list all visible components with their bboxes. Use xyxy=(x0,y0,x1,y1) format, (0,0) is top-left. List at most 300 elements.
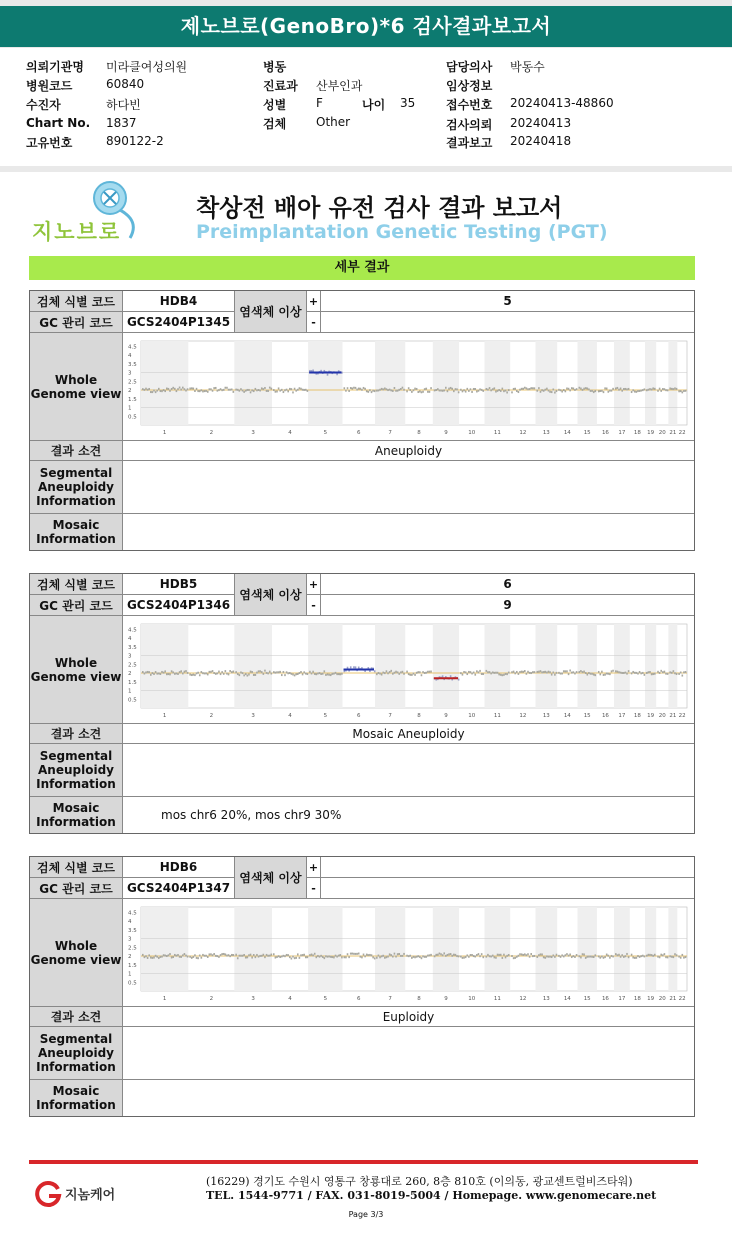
y-tick-label: 3.5 xyxy=(128,927,137,934)
copy-number-point xyxy=(253,954,255,956)
copy-number-point xyxy=(148,954,150,956)
copy-number-point xyxy=(196,388,198,390)
chromosome-tick-label: 9 xyxy=(444,713,448,719)
copy-number-point xyxy=(578,671,580,673)
copy-number-point xyxy=(179,387,181,389)
copy-number-point xyxy=(462,390,464,392)
chromosome-tick-label: 17 xyxy=(618,996,626,1002)
copy-number-point xyxy=(664,388,666,390)
copy-number-point xyxy=(573,388,575,390)
info-label: 검체 xyxy=(263,117,287,131)
copy-number-point xyxy=(166,388,168,390)
chromosome-tick-label: 2 xyxy=(209,996,214,1002)
copy-number-point xyxy=(648,954,650,956)
chromosome-band xyxy=(234,341,272,425)
copy-number-point xyxy=(594,390,596,392)
copy-number-point xyxy=(652,387,654,389)
copy-number-point xyxy=(640,672,642,674)
copy-number-point xyxy=(682,675,684,677)
copy-number-point xyxy=(155,391,157,393)
copy-number-point xyxy=(617,954,619,956)
copy-number-point xyxy=(366,390,368,392)
copy-number-point xyxy=(640,955,642,957)
copy-number-point xyxy=(569,954,571,956)
copy-number-point xyxy=(442,954,444,956)
copy-number-point xyxy=(628,956,630,958)
copy-number-point xyxy=(598,390,600,392)
copy-number-point xyxy=(664,671,666,673)
copy-number-point xyxy=(551,391,553,393)
copy-number-point xyxy=(223,673,225,675)
copy-number-point xyxy=(585,387,587,389)
chromosome-band xyxy=(308,907,342,991)
y-tick-label: 3 xyxy=(128,936,132,943)
info-label: 접수번호 xyxy=(446,98,493,112)
chromosome-tick-label: 8 xyxy=(417,713,421,719)
copy-number-point xyxy=(657,671,659,673)
copy-number-point xyxy=(253,674,255,676)
copy-number-point xyxy=(209,953,211,955)
copy-number-point xyxy=(541,389,543,391)
copy-number-point xyxy=(267,955,269,957)
copy-number-point xyxy=(406,671,408,673)
copy-number-point xyxy=(576,388,578,390)
copy-number-point xyxy=(341,956,343,958)
result-label: 결과 소견 xyxy=(30,724,123,743)
copy-number-point xyxy=(654,954,656,956)
copy-number-point xyxy=(552,388,554,390)
copy-number-point xyxy=(185,955,187,957)
copy-number-point xyxy=(281,955,283,957)
copy-number-point xyxy=(556,954,558,956)
copy-number-point xyxy=(179,956,181,958)
copy-number-point xyxy=(478,671,480,673)
chromosome-band xyxy=(141,624,188,708)
copy-number-point xyxy=(212,954,214,956)
copy-number-point xyxy=(255,388,257,390)
copy-number-point xyxy=(430,954,432,956)
copy-number-point xyxy=(506,955,508,957)
copy-number-point xyxy=(344,387,346,389)
copy-number-point xyxy=(561,672,563,674)
copy-number-point xyxy=(489,955,491,957)
copy-number-point xyxy=(522,388,524,390)
copy-number-point xyxy=(519,953,521,955)
copy-number-point xyxy=(419,956,421,958)
y-tick-label: 3.5 xyxy=(128,361,137,368)
chromosome-band xyxy=(375,907,405,991)
chromosome-tick-label: 1 xyxy=(162,996,167,1002)
copy-number-point xyxy=(603,391,605,393)
copy-number-point xyxy=(147,671,149,673)
copy-number-point xyxy=(506,673,508,675)
copy-number-point xyxy=(269,955,271,957)
copy-number-point xyxy=(440,389,442,391)
genobro-logo xyxy=(30,176,150,242)
copy-number-point xyxy=(473,388,475,390)
copy-number-point xyxy=(667,673,669,675)
copy-number-point xyxy=(258,670,260,672)
copy-number-point xyxy=(352,388,354,390)
copy-number-point xyxy=(406,955,408,957)
copy-number-point xyxy=(604,674,606,676)
report-heading-kr: 착상전 배아 유전 검사 결과 보고서 xyxy=(196,194,563,222)
copy-number-point xyxy=(395,671,397,673)
copy-number-point xyxy=(521,671,523,673)
sample-code-label: 검체 식별 코드 xyxy=(30,291,122,312)
copy-number-point xyxy=(284,389,286,391)
copy-number-point xyxy=(639,390,641,392)
copy-number-point xyxy=(210,953,212,955)
copy-number-point xyxy=(590,673,592,675)
copy-number-point xyxy=(179,671,181,673)
copy-number-point xyxy=(494,387,496,389)
copy-number-point xyxy=(599,673,601,675)
copy-number-point xyxy=(191,957,193,959)
gc-code-value: GCS2404P1347 xyxy=(126,881,231,895)
copy-number-point xyxy=(481,389,483,391)
copy-number-point xyxy=(442,390,444,392)
copy-number-point xyxy=(585,957,587,959)
copy-number-point xyxy=(312,954,314,956)
copy-number-point xyxy=(540,391,542,393)
copy-number-point xyxy=(623,956,625,958)
copy-number-point xyxy=(172,387,174,389)
copy-number-point xyxy=(521,953,523,955)
copy-number-point xyxy=(642,389,644,391)
copy-number-point xyxy=(303,954,305,956)
chromosome-band xyxy=(577,907,596,991)
copy-number-point xyxy=(155,955,157,957)
copy-number-point xyxy=(606,954,608,956)
result-label: 결과 소견 xyxy=(30,441,123,460)
copy-number-point xyxy=(649,388,651,390)
copy-number-point xyxy=(153,389,155,391)
copy-number-point xyxy=(305,956,307,958)
copy-number-point xyxy=(361,389,363,391)
info-label: 병원코드 xyxy=(26,79,73,93)
copy-number-point xyxy=(487,671,489,673)
copy-number-point xyxy=(552,954,554,956)
copy-number-point xyxy=(419,390,421,392)
copy-number-point xyxy=(527,953,529,955)
copy-number-point xyxy=(300,671,302,673)
genomecare-logo-icon xyxy=(34,1180,62,1208)
copy-number-point xyxy=(348,390,350,392)
copy-number-point xyxy=(549,391,551,393)
copy-number-point xyxy=(660,390,662,392)
whole-genome-plot xyxy=(123,333,694,440)
plus-sign: + xyxy=(307,857,320,878)
copy-number-point xyxy=(678,390,680,392)
copy-number-point xyxy=(316,956,318,958)
chromosome-tick-label: 14 xyxy=(563,713,571,719)
copy-number-point xyxy=(560,956,562,958)
copy-number-point xyxy=(164,390,166,392)
copy-number-point xyxy=(471,954,473,956)
copy-number-point xyxy=(324,670,326,672)
copy-number-point xyxy=(271,388,273,390)
copy-number-point xyxy=(333,673,335,675)
copy-number-point xyxy=(569,670,571,672)
copy-number-point xyxy=(628,388,630,390)
copy-number-point xyxy=(588,956,590,958)
copy-number-point xyxy=(312,671,314,673)
copy-number-point xyxy=(239,674,241,676)
page-number: Page 3/3 xyxy=(348,1210,384,1219)
copy-number-point xyxy=(508,954,510,956)
copy-number-point xyxy=(634,672,636,674)
copy-number-point xyxy=(470,671,472,673)
copy-number-point xyxy=(429,671,431,673)
chromosome-tick-label: 18 xyxy=(633,430,641,436)
copy-number-point xyxy=(264,387,266,389)
copy-number-point xyxy=(518,955,520,957)
copy-number-point xyxy=(682,391,684,393)
copy-number-point xyxy=(513,388,515,390)
copy-number-point xyxy=(522,671,524,673)
copy-number-point xyxy=(609,390,611,392)
copy-number-point xyxy=(240,388,242,390)
copy-number-point xyxy=(669,671,671,673)
copy-number-point xyxy=(336,673,338,675)
copy-number-point xyxy=(561,391,563,393)
copy-number-point xyxy=(402,671,404,673)
copy-number-point xyxy=(612,955,614,957)
copy-number-point xyxy=(424,388,426,390)
copy-number-point xyxy=(311,672,313,674)
copy-number-point xyxy=(275,672,277,674)
chromosome-tick-label: 5 xyxy=(323,713,328,719)
copy-number-point xyxy=(455,388,457,390)
copy-number-point xyxy=(189,388,191,390)
copy-number-point xyxy=(266,390,268,392)
segmental-value xyxy=(123,744,694,796)
chromosome-tick-label: 13 xyxy=(542,996,550,1002)
copy-number-point xyxy=(646,672,648,674)
copy-number-point xyxy=(171,388,173,390)
copy-number-point xyxy=(492,671,494,673)
copy-number-point xyxy=(417,955,419,957)
copy-number-point xyxy=(196,672,198,674)
copy-number-point xyxy=(325,674,327,676)
copy-number-point xyxy=(683,957,685,959)
copy-number-point xyxy=(551,956,553,958)
copy-number-point xyxy=(424,956,426,958)
copy-number-point xyxy=(659,956,661,958)
copy-number-point xyxy=(372,390,374,392)
copy-number-point xyxy=(199,674,201,676)
copy-number-point xyxy=(247,956,249,958)
copy-number-point xyxy=(292,391,294,393)
copy-number-point xyxy=(662,671,664,673)
copy-number-point xyxy=(460,389,462,391)
copy-number-point xyxy=(248,389,250,391)
copy-number-point xyxy=(644,674,646,676)
copy-number-point xyxy=(145,955,147,957)
copy-number-point xyxy=(495,957,497,959)
copy-number-point xyxy=(427,391,429,393)
copy-number-point xyxy=(474,955,476,957)
copy-number-point xyxy=(546,672,548,674)
copy-number-point xyxy=(205,390,207,392)
copy-number-point xyxy=(649,671,651,673)
copy-number-point xyxy=(344,956,346,958)
copy-number-point xyxy=(171,956,173,958)
copy-number-point xyxy=(654,388,656,390)
chromosome-band xyxy=(668,341,677,425)
copy-number-point xyxy=(294,957,296,959)
report-title-bar xyxy=(0,6,732,47)
copy-number-point xyxy=(503,954,505,956)
copy-number-point xyxy=(556,390,558,392)
copy-number-point xyxy=(468,671,470,673)
copy-number-point xyxy=(505,390,507,392)
copy-number-point xyxy=(651,954,653,956)
copy-number-point xyxy=(632,956,634,958)
y-tick-label: 4.5 xyxy=(128,627,137,634)
y-tick-label: 2.5 xyxy=(128,945,137,952)
copy-number-point xyxy=(417,671,419,673)
loss-chromosomes: 9 xyxy=(503,598,512,612)
copy-number-point xyxy=(169,390,171,392)
copy-number-point xyxy=(540,670,542,672)
copy-number-point xyxy=(168,954,170,956)
copy-number-point xyxy=(394,953,396,955)
copy-number-point xyxy=(524,387,526,389)
copy-number-point xyxy=(289,956,291,958)
y-tick-label: 4 xyxy=(128,636,132,642)
chromosome-tick-label: 9 xyxy=(444,996,448,1002)
copy-number-point xyxy=(251,957,253,959)
copy-number-point xyxy=(430,671,432,673)
chromosome-tick-label: 15 xyxy=(583,430,591,436)
copy-number-point xyxy=(278,955,280,957)
copy-number-point xyxy=(273,671,275,673)
copy-number-point xyxy=(193,956,195,958)
copy-number-point xyxy=(453,390,455,392)
copy-number-point xyxy=(259,670,261,672)
copy-number-point xyxy=(421,391,423,393)
chromosome-band xyxy=(577,624,596,708)
copy-number-point xyxy=(166,673,168,675)
sample-code-label: 검체 식별 코드 xyxy=(30,574,122,595)
footer-address xyxy=(206,1175,656,1203)
copy-number-point xyxy=(158,388,160,390)
copy-number-point xyxy=(659,672,661,674)
copy-number-point xyxy=(207,956,209,958)
copy-number-point xyxy=(623,672,625,674)
copy-number-point xyxy=(384,672,386,674)
copy-number-point xyxy=(500,954,502,956)
copy-number-point xyxy=(521,388,523,390)
copy-number-point xyxy=(368,391,370,393)
copy-number-point xyxy=(409,955,411,957)
copy-number-point xyxy=(180,956,182,958)
copy-number-point xyxy=(637,390,639,392)
chromosome-tick-label: 18 xyxy=(633,713,641,719)
copy-number-point xyxy=(427,955,429,957)
copy-number-point xyxy=(243,954,245,956)
copy-number-point xyxy=(586,674,588,676)
copy-number-point xyxy=(586,387,588,389)
copy-number-point xyxy=(490,672,492,674)
copy-number-point xyxy=(489,671,491,673)
copy-number-point xyxy=(414,674,416,676)
copy-number-point xyxy=(631,672,633,674)
info-value: 1837 xyxy=(106,116,137,130)
copy-number-point xyxy=(453,954,455,956)
copy-number-point xyxy=(586,956,588,958)
copy-number-point xyxy=(328,674,330,676)
copy-number-point xyxy=(497,954,499,956)
copy-number-point xyxy=(604,387,606,389)
copy-number-point xyxy=(530,387,532,389)
copy-number-point xyxy=(621,954,623,956)
copy-number-point xyxy=(338,673,340,675)
copy-number-point xyxy=(408,673,410,675)
copy-number-point xyxy=(266,954,268,956)
copy-number-point xyxy=(569,389,571,391)
info-label: 나이 xyxy=(362,98,386,112)
copy-number-point xyxy=(356,389,358,391)
copy-number-point xyxy=(604,956,606,958)
sample-code-label: 검체 식별 코드 xyxy=(30,857,122,878)
copy-number-point xyxy=(312,370,314,372)
copy-number-point xyxy=(150,674,152,676)
copy-number-point xyxy=(657,956,659,958)
plot-frame xyxy=(141,341,687,425)
copy-number-point xyxy=(489,387,491,389)
copy-number-point xyxy=(593,391,595,393)
copy-number-point xyxy=(201,389,203,391)
wgv-label: Whole Genome view xyxy=(30,899,123,1006)
copy-number-point xyxy=(289,388,291,390)
copy-number-point xyxy=(482,673,484,675)
whole-genome-plot xyxy=(123,899,694,1006)
chromosome-band xyxy=(141,907,188,991)
copy-number-point xyxy=(364,388,366,390)
copy-number-point xyxy=(621,672,623,674)
copy-number-point xyxy=(649,954,651,956)
copy-number-point xyxy=(611,670,613,672)
loss-chromosomes xyxy=(321,878,694,898)
copy-number-point xyxy=(283,955,285,957)
copy-number-point xyxy=(347,953,349,955)
copy-number-point xyxy=(150,957,152,959)
copy-number-point xyxy=(682,954,684,956)
copy-number-point xyxy=(640,390,642,392)
copy-number-point xyxy=(617,671,619,673)
chromosome-tick-label: 12 xyxy=(519,430,527,436)
copy-number-point xyxy=(169,953,171,955)
copy-number-point xyxy=(299,672,301,674)
copy-number-point xyxy=(474,674,476,676)
copy-number-point xyxy=(678,673,680,675)
copy-number-point xyxy=(554,392,556,394)
gc-code-label: GC 관리 코드 xyxy=(30,595,122,615)
copy-number-point xyxy=(376,673,378,675)
copy-number-point xyxy=(414,388,416,390)
copy-number-point xyxy=(665,389,667,391)
copy-number-point xyxy=(184,953,186,955)
copy-number-point xyxy=(229,389,231,391)
copy-number-point xyxy=(158,672,160,674)
y-tick-label: 2 xyxy=(128,671,132,677)
copy-number-point xyxy=(473,672,475,674)
copy-number-point xyxy=(460,672,462,674)
copy-number-point xyxy=(648,389,650,391)
